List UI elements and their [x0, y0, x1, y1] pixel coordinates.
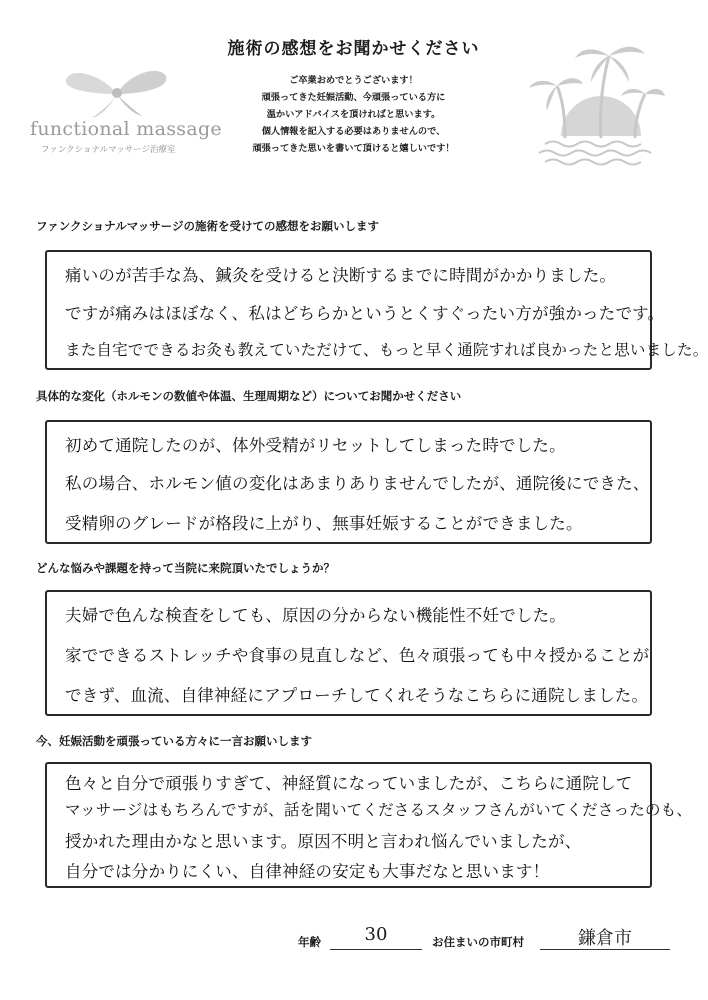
answer-4-line: 自分では分かりにくい、自律神経の安定も大事だなと思います！	[65, 862, 550, 881]
question-4-label: 今、妊娠活動を頑張っている方々に一言お願いします	[36, 734, 312, 748]
answer-1-line: ですが痛みはほぼなく、私はどちらかというとくすぐったい方が強かったです。	[65, 304, 665, 323]
city-label: お住まいの市町村	[432, 935, 524, 949]
intro-line: 個人情報を記入する必要はありませんので、	[261, 126, 446, 137]
question-1-label: ファンクショナルマッサージの施術を受けての感想をお願いします	[36, 219, 380, 233]
answer-3-box	[45, 590, 652, 716]
answer-3-line: 家でできるストレッチや食事の見直しなど、色々頑張っても中々授かることが	[65, 646, 650, 665]
answer-4-line: 色々と自分で頑張りすぎて、神経質になっていましたが、こちらに通院して	[65, 774, 633, 793]
answer-2-line: 初めて通院したのが、体外受精がリセットしてしまった時でした。	[65, 436, 566, 455]
answer-4-box	[45, 762, 693, 888]
logo-name: functional massage	[30, 118, 222, 140]
intro-line: 頑張ってきた妊娠活動、今頑張っている方に	[261, 92, 446, 103]
answer-3-line: できず、血流、自律神経にアプローチしてくれそうなこちらに通院しました。	[65, 686, 649, 705]
city-value: 鎌倉市	[578, 928, 632, 949]
age-label: 年齢	[298, 935, 321, 949]
answer-2-line: 受精卵のグレードが格段に上がり、無事妊娠することができました。	[65, 514, 583, 533]
intro-message	[180, 72, 527, 157]
logo-subtitle: ファンクショナルマッサージ治療室	[41, 145, 176, 155]
answer-1-line: また自宅でできるお灸も教えていただけて、もっと早く通院すれば良かったと思いました。	[65, 341, 708, 359]
age-underline	[330, 949, 422, 950]
answer-1-box	[45, 250, 708, 370]
page-title: 施術の感想をお聞かせください	[227, 39, 480, 59]
intro-line: 温かいアドバイスを頂ければと思います。	[266, 109, 441, 120]
answer-4-line: 授かれた理由かなと思います。原因不明と言われ悩んでいましたが、	[65, 832, 582, 851]
age-value: 30	[364, 924, 388, 945]
question-2-label: 具体的な変化（ホルモンの数値や体温、生理周期など）についてお聞かせください	[36, 389, 462, 403]
answer-3-line: 夫婦で色んな検査をしても、原因の分からない機能性不妊でした。	[65, 606, 566, 625]
answer-1-line: 痛いのが苦手な為、鍼灸を受けると決断するまでに時間がかかりました。	[65, 266, 617, 285]
answer-2-line: 私の場合、ホルモン値の変化はあまりありませんでしたが、通院後にできた、	[65, 474, 650, 493]
ribbon-logo-icon	[62, 60, 172, 122]
question-3-label: どんな悩みや課題を持って当院に来院頂いたでしょうか？	[36, 561, 335, 575]
palm-tree-sunset-icon	[525, 38, 665, 166]
intro-line: ご卒業おめでとうございます！	[289, 75, 418, 86]
intro-line: 頑張ってきた思いを書いて頂けると嬉しいです！	[252, 143, 455, 154]
answer-2-box	[45, 420, 652, 544]
city-underline	[540, 949, 670, 950]
answer-4-line: マッサージはもちろんですが、話を聞いてくださるスタッフさんがいてくださったのも、	[65, 801, 693, 819]
